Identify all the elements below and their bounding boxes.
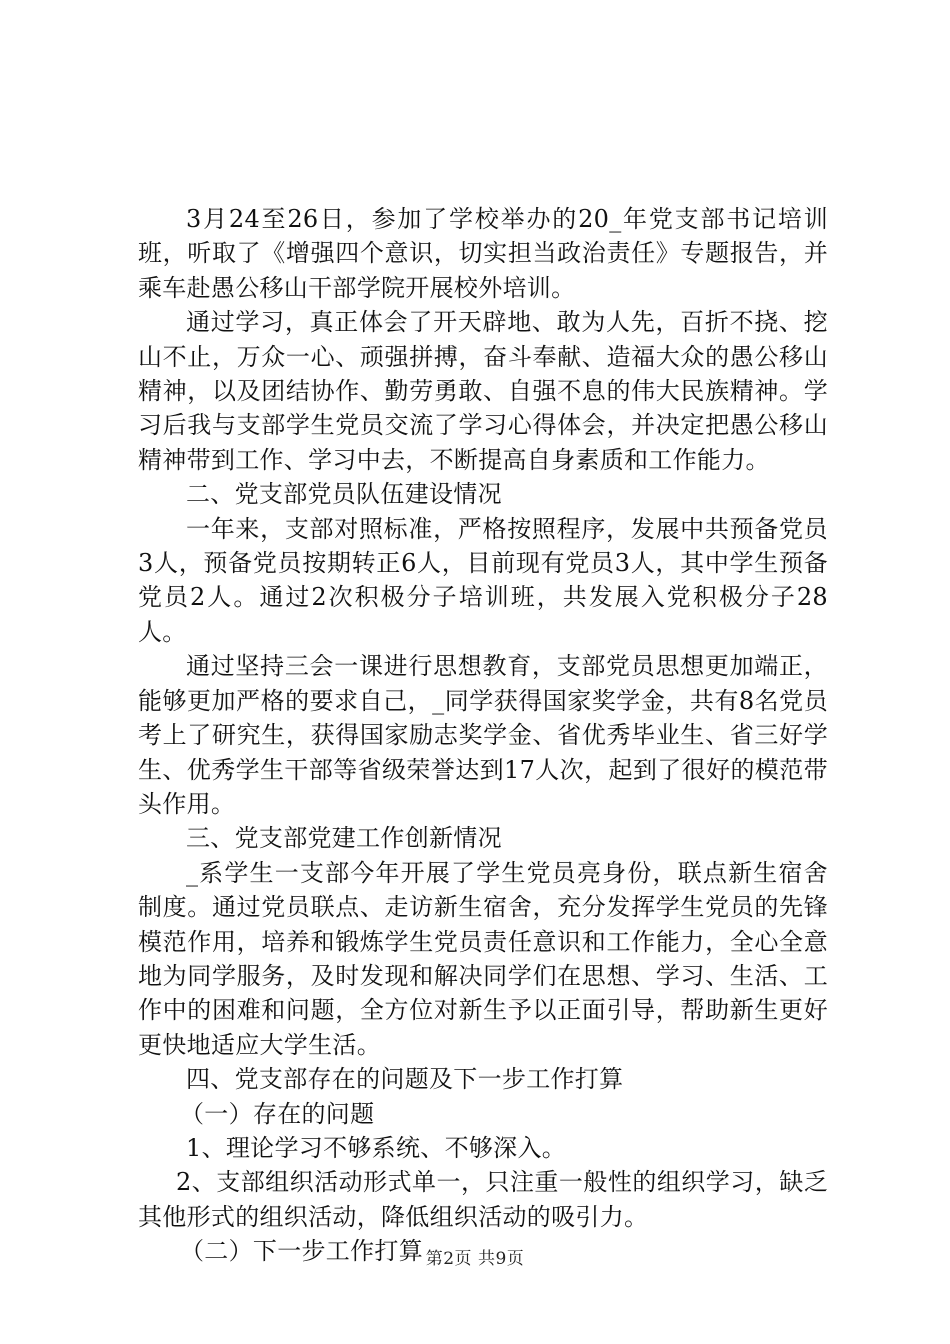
subheading-next-steps: （二）下一步工作打算 (180, 1237, 423, 1266)
paragraph-training-intro: 3月24至26日，参加了学校举办的20_年党支部书记培训班，听取了《增强四个意识，切实担当政治责任》专题报告，并乘车赴愚公移山干部学院开展校外培训。 (138, 205, 828, 302)
paragraph-member-development: 一年来，支部对照标准，严格按照程序，发展中共预备党员3人，预备党员按期转正6人，目前现有党员3人，其中学生预备党员2人。通过2次积极分子培训班，共发展入党积极分子28人。 (138, 514, 828, 646)
section-heading-team-building: 二、党支部党员队伍建设情况 (186, 480, 502, 509)
section-heading-problems-plans: 四、党支部存在的问题及下一步工作打算 (186, 1065, 624, 1094)
section-heading-innovation: 三、党支部党建工作创新情况 (186, 824, 502, 853)
paragraph-dormitory-system: _系学生一支部今年开展了学生党员亮身份，联点新生宿舍制度。通过党员联点、走访新生宿舍，充分发挥学生党员的先锋模范作用，培养和锻炼学生党员责任意识和工作能力，全心全意地为同学服务，及时发现和解决同学们在思想、学习、生活、工作中的困难和问题，全方位对新生予以正面引导，帮助新生更好更快地适应大学生活。 (138, 858, 828, 1059)
paragraph-learning-reflection: 通过学习，真正体会了开天辟地、敢为人先，百折不挠、挖山不止，万众一心、顽强拼搏，奋斗奉献、造福大众的愚公移山精神，以及团结协作、勤劳勇敢、自强不息的伟大民族精神。学习后我与支部学生党员交流了学习心得体会，并决定把愚公移山精神带到工作、学习中去，不断提高自身素质和工作能力。 (138, 308, 828, 474)
paragraph-ideological-education: 通过坚持三会一课进行思想教育，支部党员思想更加端正，能够更加严格的要求自己，_同学获得国家奖学金，共有8名党员考上了研究生，获得国家励志奖学金、省优秀毕业生、省三好学生、优秀学生干部等省级荣誉达到17人次，起到了很好的模范带头作用。 (138, 652, 828, 818)
document-body (138, 202, 828, 1269)
page-number-footer: 第2页 共9页 (425, 1249, 525, 1269)
subheading-existing-problems: （一）存在的问题 (180, 1099, 375, 1128)
list-item-problem-1: 1、理论学习不够系统、不够深入。 (186, 1133, 567, 1162)
list-item-problem-2: 2、支部组织活动形式单一，只注重一般性的组织学习，缺乏其他形式的组织活动，降低组织活动的吸引力。 (138, 1168, 828, 1231)
